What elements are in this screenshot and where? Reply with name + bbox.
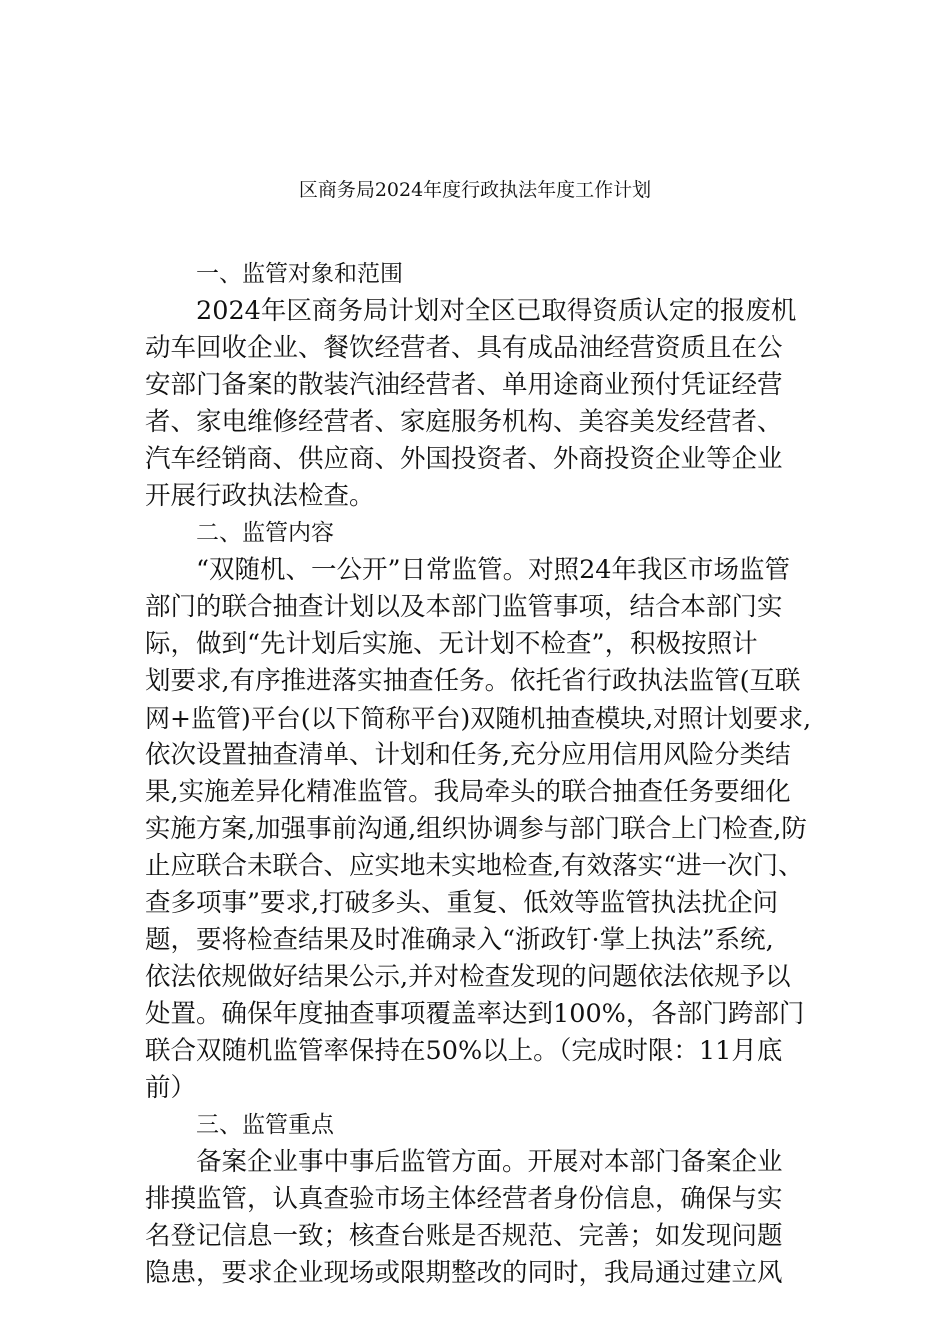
- paragraph-line: 止应联合未联合、应实地未实地检查,有效落实“进一次门、: [145, 851, 804, 881]
- paragraph-line: 依次设置抽查清单、计划和任务,充分应用信用风险分类结: [145, 740, 791, 770]
- paragraph-line: 处置。确保年度抽查事项覆盖率达到100%，各部门跨部门: [145, 999, 805, 1029]
- paragraph-line: 隐患，要求企业现场或限期整改的同时，我局通过建立风: [145, 1258, 783, 1288]
- paragraph-line: 汽车经销商、供应商、外国投资者、外商投资企业等企业: [145, 444, 783, 474]
- paragraph-line: 2024年区商务局计划对全区已取得资质认定的报废机: [196, 296, 797, 326]
- paragraph-line: 划要求,有序推进落实抽查任务。依托省行政执法监管(互联: [145, 666, 801, 696]
- paragraph-line: 开展行政执法检查。: [145, 481, 375, 511]
- paragraph-line: 排摸监管，认真查验市场主体经营者身份信息，确保与实: [145, 1184, 783, 1214]
- paragraph-line: 者、家电维修经营者、家庭服务机构、美容美发经营者、: [145, 407, 783, 437]
- paragraph-line: 实施方案,加强事前沟通,组织协调参与部门联合上门检查,防: [145, 814, 807, 844]
- document-title: 区商务局2024年度行政执法年度工作计划: [298, 179, 652, 201]
- paragraph-line: 依法依规做好结果公示,并对检查发现的问题依法依规予以: [145, 962, 791, 992]
- paragraph-line: 备案企业事中事后监管方面。开展对本部门备案企业: [196, 1147, 783, 1177]
- section-heading: 二、监管内容: [196, 520, 334, 546]
- paragraph-line: 果,实施差异化精准监管。我局牵头的联合抽查任务要细化: [145, 777, 791, 807]
- paragraph-line: 部门的联合抽查计划以及本部门监管事项，结合本部门实: [145, 592, 783, 622]
- paragraph-line: 查多项事”要求,打破多头、重复、低效等监管执法扰企问: [145, 888, 779, 918]
- document-body: [145, 256, 815, 1292]
- paragraph-line: “双随机、一公开”日常监管。对照24年我区市场监管: [196, 555, 791, 585]
- paragraph-line: 网+监管)平台(以下简称平台)双随机抽查模块,对照计划要求,: [145, 704, 812, 733]
- paragraph-line: 题，要将检查结果及时准确录入“浙政钉·掌上执法”系统,: [145, 925, 774, 955]
- paragraph-line: 安部门备案的散装汽油经营者、单用途商业预付凭证经营: [145, 370, 783, 400]
- paragraph-line: 前）: [145, 1073, 197, 1103]
- paragraph-line: 联合双随机监管率保持在50%以上。（完成时限：11月底: [145, 1036, 783, 1066]
- paragraph-line: 名登记信息一致；核查台账是否规范、完善；如发现问题: [145, 1221, 783, 1251]
- paragraph-line: 际，做到“先计划后实施、无计划不检查”，积极按照计: [145, 629, 758, 659]
- section-heading: 一、监管对象和范围: [196, 261, 403, 287]
- section-heading: 三、监管重点: [196, 1112, 334, 1138]
- paragraph-line: 动车回收企业、餐饮经营者、具有成品油经营资质且在公: [145, 333, 783, 363]
